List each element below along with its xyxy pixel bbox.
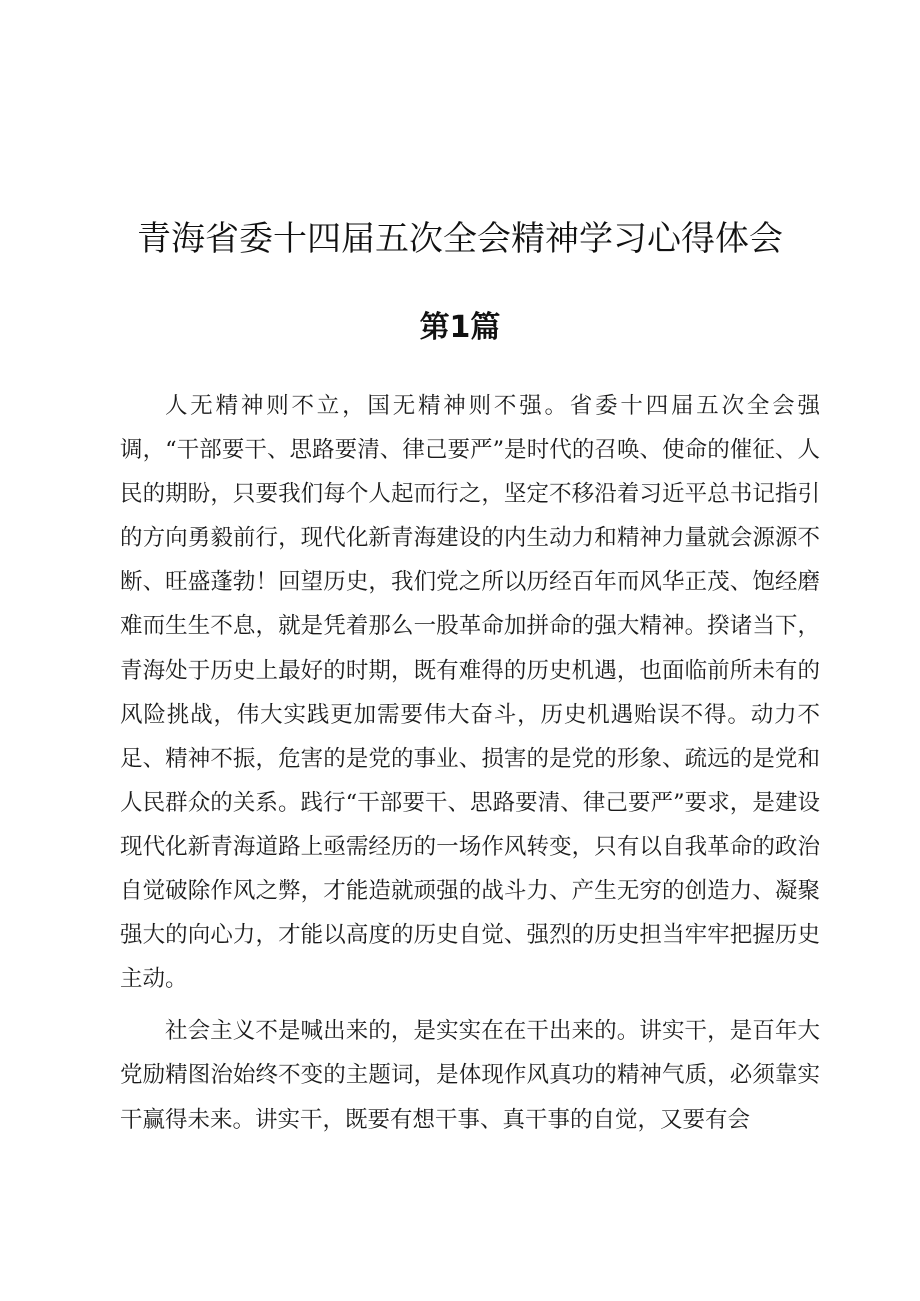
document-body [120, 384, 820, 1150]
body-paragraph: 人无精神则不立，国无精神则不强。省委十四届五次全会强调，“干部要干、思路要清、律己要严”是时代的召唤、使命的催征、人民的期盼，只要我们每个人起而行之，坚定不移沿着习近平总书记指引的方向勇毅前行，现代化新青海建设的内生动力和精神力量就会源源不断、旺盛蓬勃！回望历史，我们党之所以历经百年而风华正茂、饱经磨难而生生不息，就是凭着那么一股革命加拼命的强大精神。揆诸当下，青海处于历史上最好的时期，既有难得的历史机遇，也面临前所未有的风险挑战，伟大实践更加需要伟大奋斗，历史机遇贻误不得。动力不足、精神不振，危害的是党的事业、损害的是党的形象、疏远的是党和人民群众的关系。践行“干部要干、思路要清、律己要严”要求，是建设现代化新青海道路上亟需经历的一场作风转变，只有以自我革命的政治自觉破除作风之弊，才能造就顽强的战斗力、产生无穷的创造力、凝聚强大的向心力，才能以高度的历史自觉、强烈的历史担当牢牢把握历史主动。 [120, 393, 820, 993]
document-title: 青海省委十四届五次全会精神学习心得体会 [137, 219, 783, 259]
section-heading: 第1篇 [419, 310, 501, 345]
body-paragraph: 社会主义不是喊出来的，是实实在在干出来的。讲实干，是百年大党励精图治始终不变的主题词，是体现作风真功的精神气质，必须靠实干赢得未来。讲实干，既要有想干事、真干事的自觉，又要有会 [120, 1018, 820, 1133]
